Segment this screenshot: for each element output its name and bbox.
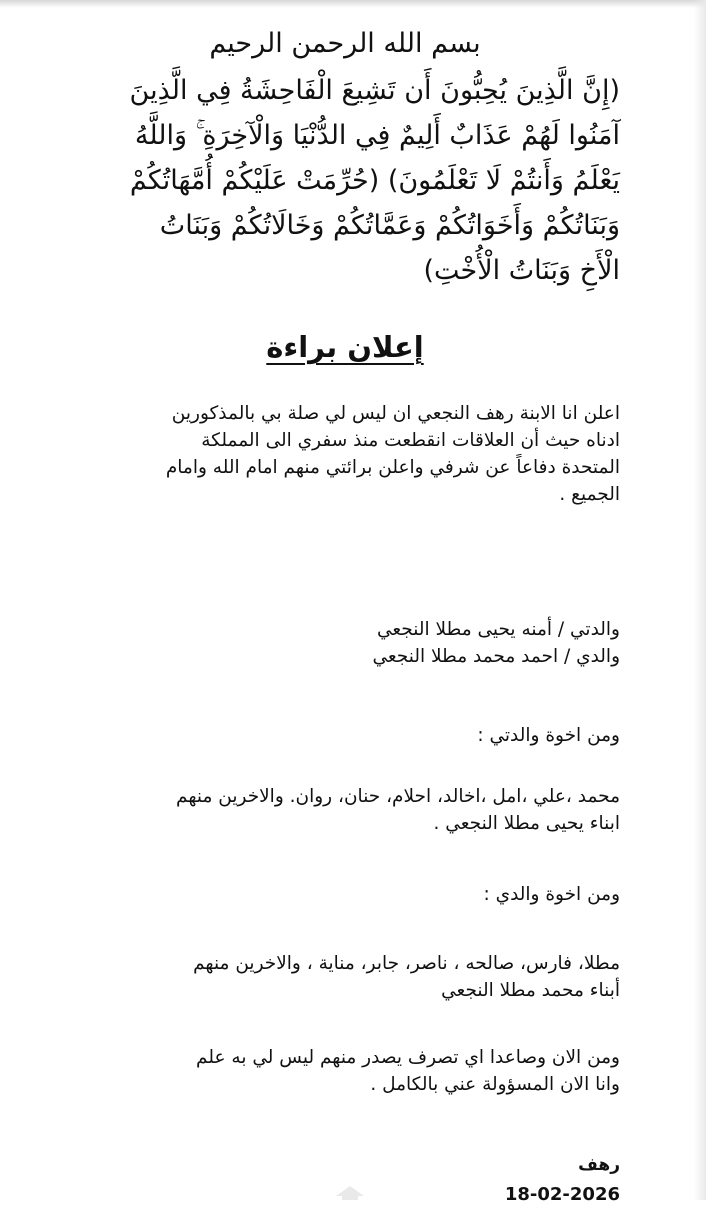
mother-siblings-line: محمد ،علي ،امل ،اخالد، احلام، حنان، روان. والاخرين منهم — [176, 786, 620, 807]
declaration-line: الجميع . — [559, 484, 620, 505]
signature-block — [70, 1150, 620, 1210]
declaration-line: المتحدة دفاعاً عن شرفي واعلن برائتي منهم امام الله وامام — [165, 457, 620, 478]
father-siblings-line: أبناء محمد مطلا النجعي — [441, 980, 620, 1001]
parents-paragraph — [70, 616, 620, 670]
document-title — [70, 327, 620, 367]
verse-line: وَبَنَاتُكُمْ وَأَخَوَاتُكُمْ وَعَمَّاتُكُمْ وَخَالَاتُكُمْ وَبَنَاتُ — [159, 210, 620, 241]
right-edge-shadow — [694, 0, 706, 1200]
quran-verse — [70, 68, 620, 293]
mother-siblings-paragraph — [70, 783, 620, 837]
mother-siblings-line: ابناء يحيى مطلا النجعي . — [433, 813, 620, 834]
verse-line: الْأَخِ وَبَنَاتُ الْأُخْتِ) — [423, 255, 620, 286]
verse-line: آمَنُوا لَهُمْ عَذَابٌ أَلِيمٌ فِي الدُّنْيَا وَالْآخِرَةِ ۚ وَاللَّهُ — [134, 120, 620, 151]
declaration-line: ادناه حيث أن العلاقات انقطعت منذ سفري الى المملكة — [201, 430, 620, 451]
declaration-paragraph — [70, 400, 620, 508]
top-edge-shadow — [0, 0, 706, 8]
closing-line: وانا الان المسؤولة عني بالكامل . — [370, 1074, 620, 1095]
verse-line: (إِنَّ الَّذِينَ يُحِبُّونَ أَن تَشِيعَ الْفَاحِشَةُ فِي الَّذِينَ — [129, 75, 620, 106]
mother-siblings-heading: ومن اخوة والدتي : — [477, 725, 620, 746]
share-arrow-icon — [328, 1184, 372, 1200]
verse-line: يَعْلَمُ وَأَنتُمْ لَا تَعْلَمُونَ) (حُرِّمَتْ عَلَيْكُمْ أُمَّهَاتُكُمْ — [129, 165, 620, 196]
closing-line: ومن الان وصاعدا اي تصرف يصدر منهم ليس لي به علم — [196, 1047, 620, 1068]
document-title-text: إعلان براءة — [266, 330, 424, 364]
father-siblings-heading: ومن اخوة والدي : — [483, 884, 620, 905]
signature-date: 18-02-2026 — [504, 1184, 620, 1205]
mother-line: والدتي / أمنه يحيى مطلا النجعي — [376, 619, 620, 640]
father-siblings-line: مطلا، فارس، صالحه ، ناصر، جابر، مناية ، والاخرين منهم — [193, 953, 620, 974]
closing-paragraph — [70, 1044, 620, 1098]
declaration-line: اعلن انا الابنة رهف النجعي ان ليس لي صلة بي بالمذكورين — [171, 403, 620, 424]
signature-name: رهف — [578, 1155, 620, 1175]
document-content — [70, 22, 620, 1205]
father-siblings-paragraph — [70, 950, 620, 1004]
father-line: والدي / احمد محمد مطلا النجعي — [372, 646, 620, 667]
basmala: بسم الله الرحمن الرحيم — [209, 28, 481, 59]
